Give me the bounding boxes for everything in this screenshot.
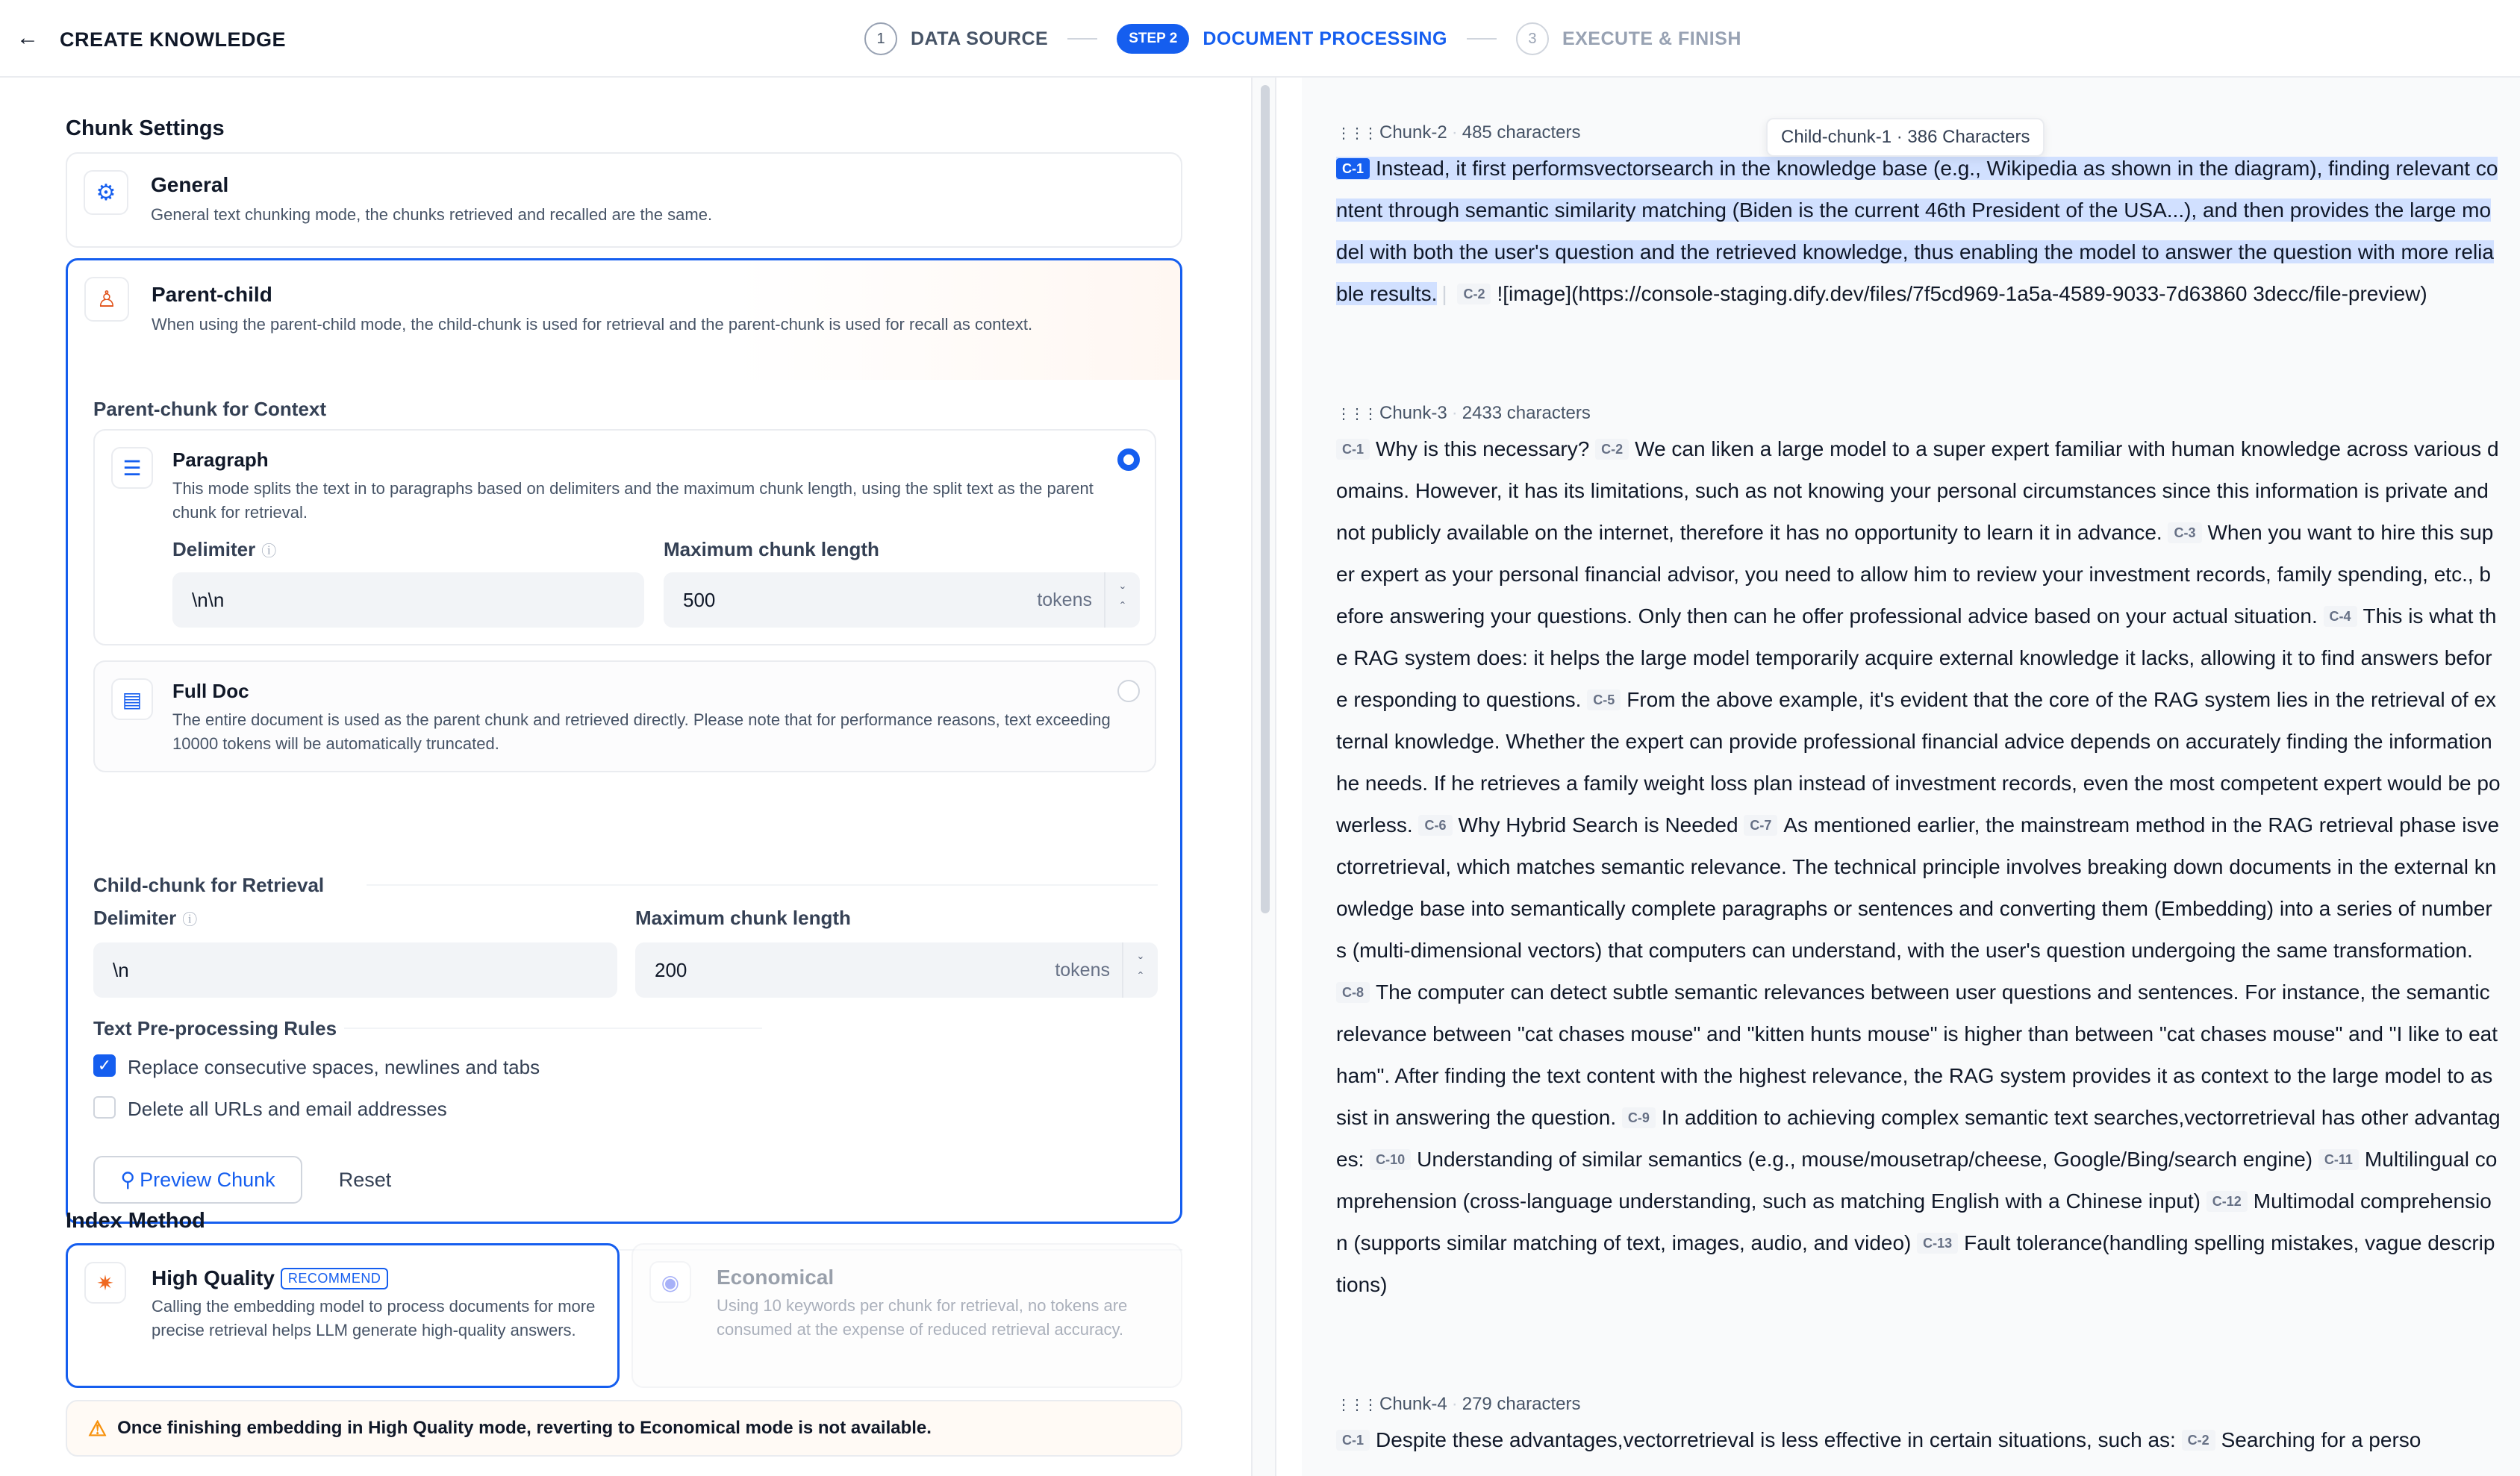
recommend-badge: RECOMMEND	[281, 1268, 389, 1289]
child-chunk-tooltip: Child-chunk-1 · 386 Characters	[1766, 118, 2045, 157]
child-delimiter-input[interactable]	[93, 942, 617, 998]
paragraph-radio[interactable]	[1117, 448, 1140, 471]
child-chunk[interactable]: C-11 Multilingual comprehension (cross-language understanding, such as matching English with a Chinese input)	[1336, 1148, 2498, 1213]
grid-icon: ⋮⋮⋮	[1336, 1396, 1376, 1413]
parent-child-icon: ♙	[84, 277, 129, 322]
chunk-body	[1336, 1419, 2501, 1461]
parent-max-length-value: 500	[683, 588, 716, 611]
parent-child-mode-card[interactable]	[66, 258, 1182, 1224]
warning-banner	[66, 1400, 1182, 1457]
chunk-header: ⋮⋮⋮ Chunk-2 · 485 characters	[1336, 122, 1581, 143]
child-chunk[interactable]: C-10 Understanding of similar semantics (e.g., mouse/mousetrap/cheese, Google/Bing/search engine)	[1370, 1148, 2312, 1171]
step-2-label: DOCUMENT PROCESSING	[1203, 28, 1447, 49]
grid-icon: ⋮⋮⋮	[1336, 405, 1376, 422]
child-chunk[interactable]: C-13 Fault tolerance(handling spelling mistakes, vague descriptions)	[1336, 1231, 2495, 1296]
stepper	[864, 22, 1741, 55]
chunk-3	[1336, 398, 2501, 1306]
chunk-4	[1336, 1389, 2501, 1461]
max-chunk-length-label: Maximum chunk length	[664, 538, 879, 560]
section-divider	[367, 884, 1158, 886]
back-arrow-icon[interactable]: ←	[16, 25, 39, 50]
child-chunk[interactable]: C-2 Searching for a perso	[2182, 1428, 2421, 1451]
child-chunk[interactable]: C-6 Why Hybrid Search is Needed	[1418, 813, 1738, 836]
child-chunk[interactable]: C-7 As mentioned earlier, the mainstream method in the RAG retrieval phase isvectorretrieval, which matches semantic relevance. The technical principle involves breaking down documents in the external knowledge base into semantically complete paragraphs or sentences and converting them (Embedding) into a series of numbers (multi-dimensional vectors) that computers can understand, with the user's question undergoing the same transformation.	[1336, 813, 2500, 962]
parent-child-desc: When using the parent-child mode, the child-chunk is used for retrieval and the parent-chunk is used for recall as context.	[152, 315, 1033, 334]
stepper-arrows-icon[interactable]: ˇ ˆ	[1122, 942, 1158, 998]
step-1-number: 1	[864, 22, 897, 55]
step-divider	[1067, 38, 1097, 40]
child-chunk[interactable]: C-4 This is what the RAG system does: it helps the large model temporarily acquire external knowledge it lacks, allowing it to find answers before responding to questions.	[1336, 604, 2497, 711]
document-icon: ▤	[111, 678, 153, 720]
high-quality-title: High Quality RECOMMEND	[152, 1266, 388, 1290]
replace-spaces-label: Replace consecutive spaces, newlines and tabs	[128, 1056, 540, 1078]
paragraph-icon: ☰	[111, 447, 153, 489]
settings-pane	[0, 78, 1251, 1476]
child-chunk[interactable]: C-1 Despite these advantages,vectorretrieval is less effective in certain situations, such as:	[1336, 1428, 2176, 1451]
gear-icon: ⚙	[84, 170, 128, 215]
chunk-settings-title: Chunk Settings	[66, 116, 225, 140]
child-chunk[interactable]: C-1 Why is this necessary?	[1336, 437, 1589, 460]
parent-max-length-input[interactable]	[664, 572, 1140, 628]
section-divider	[344, 1028, 762, 1029]
stepper-arrows-icon[interactable]: ˇ ˆ	[1104, 572, 1140, 628]
chunk-preview-pane	[1302, 78, 2520, 1476]
chunk-body	[1336, 428, 2501, 1306]
fulldoc-desc: The entire document is used as the parent chunk and retrieved directly. Please note that for performance reasons, text exceeding 10000 tokens will be automatically truncated.	[172, 710, 1111, 753]
child-chunk-section-title: Child-chunk for Retrieval	[93, 874, 325, 896]
parent-child-title: Parent-child	[152, 283, 272, 306]
index-method-title: Index Method	[66, 1209, 205, 1233]
chunk-body: C-1 Instead, it first performsvectorsearch in the knowledge base (e.g., Wikipedia as shown in the diagram), finding relevant content through semantic similarity matching (Biden is the current 46th President of the USA...), and then provides the large model with both the user's question and the retrieved knowledge, thus enabling the model to answer the question with more reliable results. | C-2 ![image](https://console-staging.dify.dev/files/7f5cd969-1a5a-4589-9033-7d63860 3decc/file-preview)	[1336, 157, 2498, 305]
tokens-unit: tokens	[1055, 959, 1110, 981]
chunk-header: ⋮⋮⋮ Chunk-4 · 279 characters	[1336, 1394, 1581, 1414]
chunk-header: ⋮⋮⋮ Chunk-3 · 2433 characters	[1336, 403, 1591, 423]
step-3-label: EXECUTE & FINISH	[1562, 28, 1741, 49]
child-chunk[interactable]: C-8 The computer can detect subtle semantic relevances between user questions and sentences. For instance, the semantic relevance between "cat chases mouse" and "kitten hunts mouse" is higher than between "cat chases mouse" and "I like to eat ham". After finding the text content with the highest relevance, the RAG system provides it as context to the large model to assist in answering the question.	[1336, 981, 2498, 1129]
economical-card[interactable]	[631, 1243, 1182, 1388]
general-title: General	[151, 173, 229, 196]
info-icon: ⓘ	[261, 543, 277, 560]
paragraph-desc: This mode splits the text in to paragraphs based on delimiters and the maximum chunk length, using the split text as the parent chunk for retrieval.	[172, 479, 1094, 522]
preview-search-icon: ⚲	[120, 1168, 136, 1191]
child-chunk[interactable]: C-5 From the above example, it's evident that the core of the RAG system lies in the retrieval of external knowledge. Whether the expert can provide professional financial advice depends on accurately finding the information he needs. If he retrieves a family weight loss plan instead of investment records, even the most competent expert would be powerless.	[1336, 688, 2501, 836]
step-3-number: 3	[1516, 22, 1549, 55]
grid-icon: ⋮⋮⋮	[1336, 125, 1376, 142]
delete-urls-checkbox[interactable]	[93, 1096, 116, 1119]
warning-text: Once finishing embedding in High Quality mode, reverting to Economical mode is not available.	[117, 1418, 932, 1438]
step-1-label: DATA SOURCE	[911, 28, 1049, 49]
child-chunk[interactable]: C-1 Instead, it first performsvectorsearch in the knowledge base (e.g., Wikipedia as shown in the diagram), finding relevant content through semantic similarity matching (Biden is the current 46th President of the USA...), and then provides the large model with both the user's question and the retrieved knowledge, thus enabling the model to answer the question with more reliable results.	[1336, 157, 2498, 305]
replace-spaces-checkbox[interactable]: ✓	[93, 1054, 116, 1077]
step-divider	[1467, 38, 1497, 40]
top-bar	[0, 0, 2520, 78]
general-mode-card[interactable]	[66, 152, 1182, 248]
tokens-unit: tokens	[1037, 589, 1092, 610]
delete-urls-label: Delete all URLs and email addresses	[128, 1098, 447, 1120]
scrollbar-thumb[interactable]	[1261, 85, 1270, 913]
child-chunk[interactable]: C-12 Multimodal comprehension (supports similar matching of text, images, audio, and video)	[1336, 1189, 2492, 1254]
preview-chunk-button[interactable]: ⚲ Preview Chunk	[93, 1156, 302, 1204]
high-quality-desc: Calling the embedding model to process documents for more precise retrieval helps LLM generate high-quality answers.	[152, 1297, 596, 1339]
high-quality-icon: ✷	[84, 1262, 126, 1304]
child-delimiter-label: Delimiter ⓘ	[93, 907, 198, 929]
paragraph-title: Paragraph	[172, 448, 269, 471]
fulldoc-radio[interactable]	[1117, 680, 1140, 702]
child-max-length-value: 200	[655, 958, 687, 981]
paragraph-option-card[interactable]	[93, 429, 1156, 645]
child-max-length-input[interactable]	[635, 942, 1158, 998]
step-2-badge: STEP 2	[1117, 24, 1189, 54]
general-desc: General text chunking mode, the chunks retrieved and recalled are the same.	[151, 205, 713, 224]
warning-icon: ⚠	[88, 1416, 107, 1440]
preprocessing-rules-title: Text Pre-processing Rules	[93, 1017, 337, 1039]
parent-chunk-section-title: Parent-chunk for Context	[93, 398, 327, 420]
child-chunk[interactable]: C-2 ![image](https://console-staging.dify.dev/files/7f5cd969-1a5a-4589-9033-7d63860 3decc/file-preview)	[1457, 282, 2427, 305]
child-delimiter-value: \n	[113, 958, 129, 981]
fulldoc-option-card[interactable]	[93, 660, 1156, 772]
parent-delimiter-value: \n\n	[192, 588, 225, 611]
economical-title: Economical	[717, 1266, 835, 1289]
pane-scrollbar[interactable]	[1251, 78, 1276, 1476]
child-chunk[interactable]: C-3 When you want to hire this super expert as your personal financial advisor, you need to allow him to review your investment records, family spending, etc., before answering your questions. Only then can he offer professional advice based on your actual situation.	[1336, 521, 2494, 628]
economical-desc: Using 10 keywords per chunk for retrieval, no tokens are consumed at the expense of reduced retrieval accuracy.	[717, 1296, 1128, 1339]
child-max-length-label: Maximum chunk length	[635, 907, 851, 929]
high-quality-card[interactable]	[66, 1243, 620, 1388]
reset-button[interactable]: Reset	[338, 1168, 392, 1191]
delimiter-label: Delimiter ⓘ	[172, 538, 277, 560]
child-chunk[interactable]: C-2 We can liken a large model to a super expert familiar with human knowledge across various domains. However, it has its limitations, such as not knowing your personal circumstances since this information is private and not publicly available on the internet, therefore it has no opportunity to learn it in advance.	[1336, 437, 2499, 544]
fulldoc-title: Full Doc	[172, 680, 249, 702]
parent-delimiter-input[interactable]	[172, 572, 644, 628]
piggy-bank-icon: ◉	[649, 1261, 691, 1303]
child-chunk[interactable]: C-9 In addition to achieving complex semantic text searches,vectorretrieval has other advantages:	[1336, 1106, 2501, 1171]
info-icon: ⓘ	[182, 912, 198, 928]
page-title: CREATE KNOWLEDGE	[60, 28, 286, 51]
